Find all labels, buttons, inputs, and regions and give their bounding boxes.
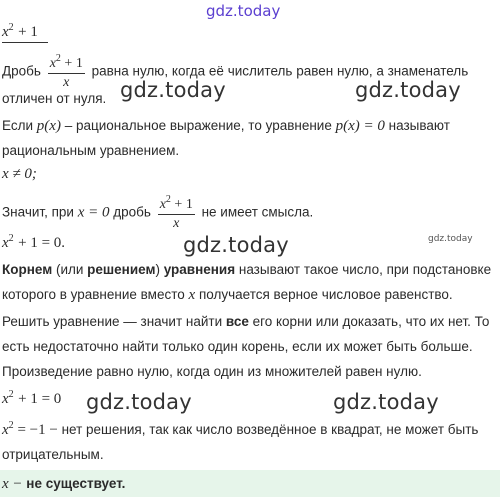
- text-bold: уравнения: [163, 262, 236, 277]
- math-term: + 1: [174, 197, 193, 212]
- top-fraction: [2, 22, 38, 41]
- watermark-top: gdz.today: [206, 2, 281, 20]
- watermark: gdz.today: [120, 78, 226, 102]
- math-term: + 1: [18, 24, 38, 40]
- math-line-7: [2, 233, 65, 252]
- fraction: [158, 194, 195, 232]
- text-segment: называют: [388, 118, 450, 133]
- text-segment: называют такое число, при подстановке: [235, 262, 492, 277]
- text-segment: нет решения, так как число возведённое в квадрат, не может быть: [61, 422, 479, 437]
- math-exponent: 2: [8, 233, 14, 244]
- watermark: gdz.today: [355, 78, 461, 102]
- watermark: gdz.today: [183, 233, 289, 257]
- text-segment: его корни или доказать, что их нет. То: [248, 314, 490, 329]
- math-term: + 1: [64, 56, 83, 71]
- math-term: + 1 = 0.: [18, 235, 66, 251]
- math-x: x: [63, 75, 70, 90]
- text-line-10: [2, 314, 489, 329]
- text-bold: все: [225, 314, 249, 329]
- math-x: x: [159, 197, 166, 212]
- math-x: x: [2, 24, 9, 40]
- text-line-12: Произведение равно нулю, когда один из множителей равен нулю.: [2, 364, 422, 379]
- math-exponent: 2: [165, 194, 171, 205]
- math-x: x: [2, 235, 9, 251]
- text-line-2: отличен от нуля.: [2, 91, 107, 106]
- text-line-14: [2, 420, 478, 439]
- answer-line: [2, 476, 125, 493]
- watermark-small: gdz.today: [428, 234, 473, 244]
- text-segment: Дробь: [2, 63, 41, 79]
- fraction-bar: [2, 42, 48, 43]
- text-segment: не имеет смысла.: [201, 204, 314, 220]
- math-x: x: [173, 216, 180, 231]
- math-expression: p(x): [36, 118, 61, 134]
- text-segment: Решить уравнение — значит найти: [2, 314, 226, 329]
- watermark: gdz.today: [333, 390, 439, 414]
- text-line-15: отрицательным.: [2, 447, 104, 462]
- math-x: x: [2, 391, 9, 407]
- math-exponent: 2: [8, 420, 14, 431]
- text-line-4: рациональным уравнением.: [2, 143, 180, 158]
- math-exponent: 2: [8, 389, 14, 400]
- text-segment: Значит, при: [2, 204, 74, 220]
- math-exponent: 2: [8, 22, 14, 33]
- math-x: x: [49, 56, 56, 71]
- text-segment: дробь: [113, 204, 151, 220]
- math-line-13: [2, 389, 61, 408]
- text-line-3: [2, 118, 450, 135]
- math-expression: x −: [2, 476, 23, 492]
- text-bold: Корнем: [2, 262, 53, 277]
- watermark: gdz.today: [86, 390, 192, 414]
- text-segment: равна нулю, когда её числитель равен нулю, а знаменатель: [91, 63, 469, 79]
- math-x: x: [188, 287, 196, 303]
- text-line-8: [2, 262, 491, 277]
- text-line-11: есть недостаточно найти только один корень, если их может быть больше.: [2, 339, 473, 354]
- text-bold: не существует.: [26, 476, 126, 491]
- text-bold: решением: [87, 262, 156, 277]
- text-line-6: [2, 194, 313, 232]
- text-segment: Если: [2, 118, 34, 133]
- text-line-9: [2, 287, 453, 304]
- math-x: x: [2, 422, 9, 438]
- math-term: = −1 −: [17, 422, 58, 438]
- math-expression: x = 0: [77, 204, 110, 221]
- text-segment: которого в уравнение вместо: [2, 287, 185, 302]
- fraction: [48, 53, 85, 91]
- math-line-5: x ≠ 0;: [2, 166, 37, 182]
- math-exponent: 2: [55, 53, 61, 64]
- math-term: + 1 = 0: [18, 391, 62, 407]
- text-segment: получается верное числовое равенство.: [198, 287, 453, 302]
- text-segment: – рациональное выражение, то уравнение: [64, 118, 332, 133]
- text-segment: (или: [52, 262, 88, 277]
- math-expression: p(x) = 0: [335, 118, 385, 134]
- text-segment: ): [155, 262, 164, 277]
